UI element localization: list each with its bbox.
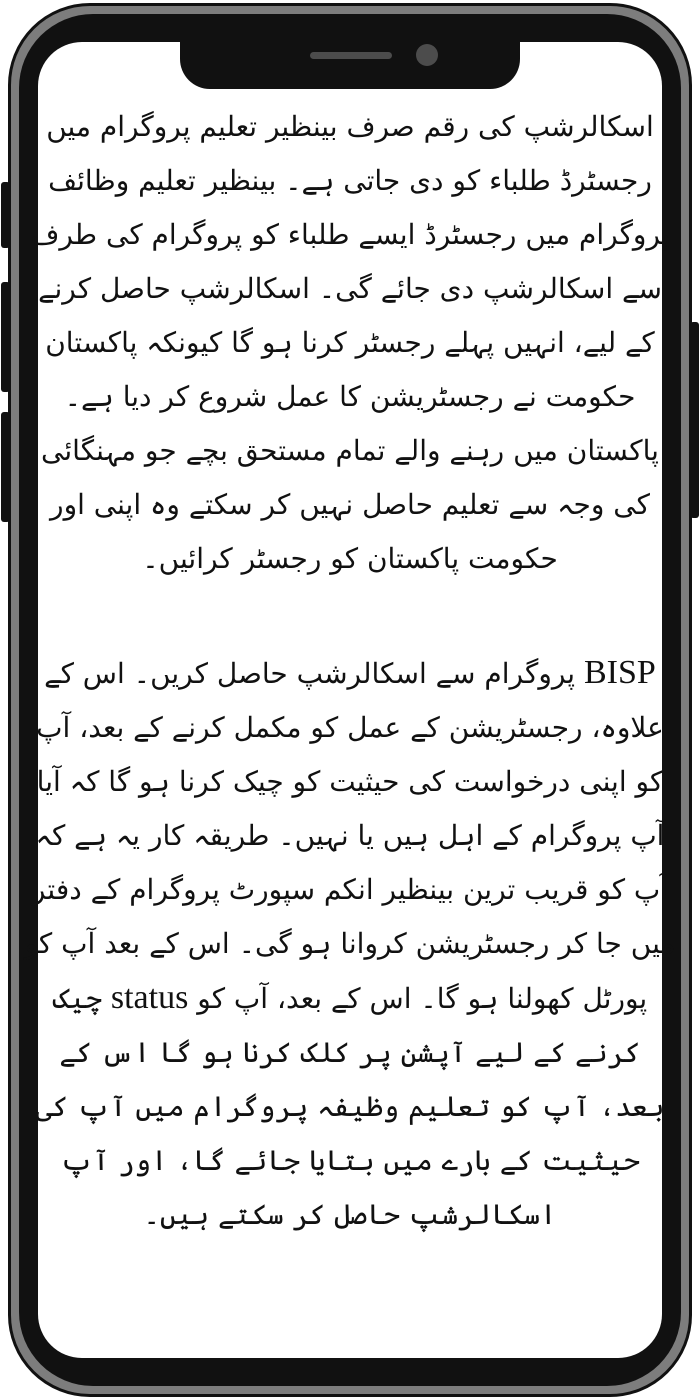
paragraph-2-text-b: چیک کرنے کے لیے آپشن پر کلک کرنا ہو گا اس کے بعد، آپ کو تعلیم وظیفہ پروگرام میں آپ کی حیثیت کے بارے میں بتایا جائے گا، اور آپ اسکالرشپ حاصل کر سکتے ہیں۔ [35,982,665,1231]
paragraph-1: اسکالرشپ کی رقم صرف بینظیر تعلیم پروگرام میں رجسٹرڈ طلباء کو دی جاتی ہے۔ بینظیر تعلیم وظائف پروگرام میں رجسٹرڈ ایسے طلباء کو پروگرام کی طرف سے اسکالرشپ دی جائے گی۔ اسکالرشپ حاصل کرنے کے لیے، انہیں پہلے رجسٹر کرنا ہو گا کیونکہ پاکستان حکومت نے رجسٹریشن کا عمل شروع کر دیا ہے۔ پاکستان میں رہنے والے تمام مستحق بچے جو مہنگائی کی وجہ سے تعلیم حاصل نہیں کر سکتے وہ اپنی اور حکومت پاکستان کو رجسٹر کرائیں۔ [30,110,670,575]
phone-notch [180,25,520,89]
status-label: status [110,979,189,1016]
paragraph-2 [24,646,676,1242]
speaker-grille [310,52,392,59]
article-body [24,100,676,1242]
bisp-label: BISP [583,654,656,691]
paragraph-spacer [24,586,676,646]
front-camera-icon [416,44,438,66]
paragraph-2-text-a: پروگرام سے اسکالرشپ حاصل کریں۔ اس کے علاوہ، رجسٹریشن کے عمل کو مکمل کرنے کے بعد، آپ کو اپنی درخواست کی حیثیت کو چیک کرنا ہو گا کہ آیا آپ پروگرام کے اہل ہیں یا نہیں۔ طریقہ کار یہ ہے کہ آپ کو قریب ترین بینظیر انکم سپورٹ پروگرام کے دفتر میں جا کر رجسٹریشن کروانا ہو گی۔ اس کے بعد آپ کو پورٹل کھولنا ہو گا۔ اس کے بعد، آپ کو [24,657,676,1015]
